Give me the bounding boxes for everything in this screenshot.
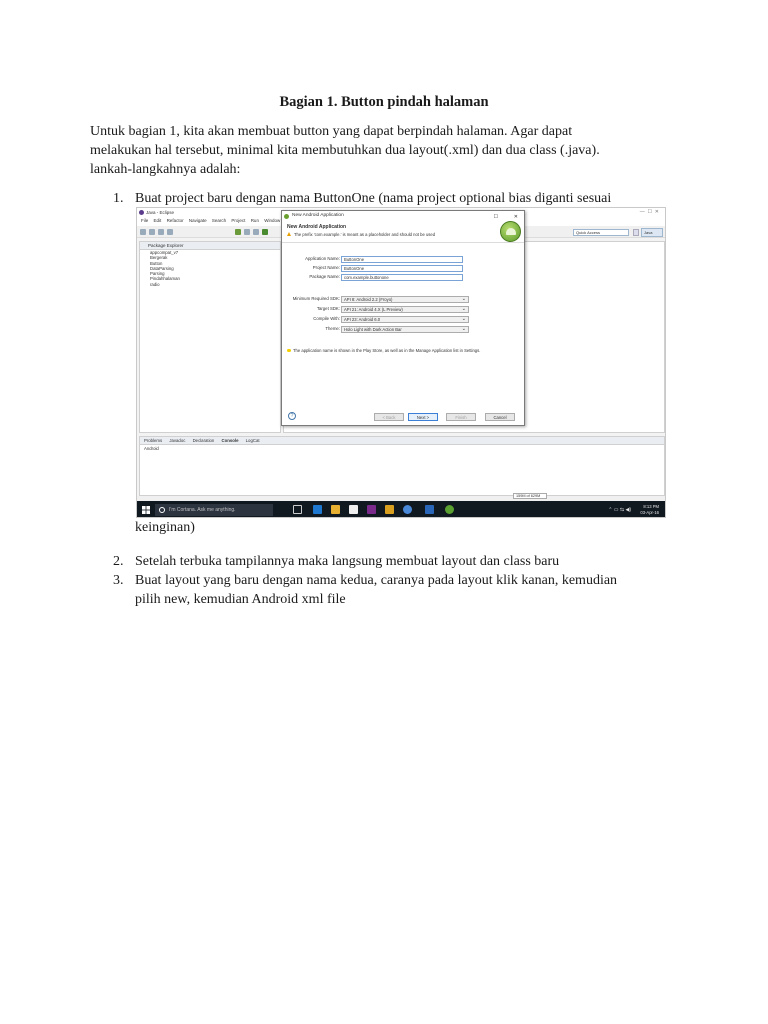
package-name-row: [282, 273, 524, 281]
menu-window[interactable]: Window: [264, 218, 281, 223]
compile-with-select[interactable]: API 23: Android 6.0 ⌄: [341, 316, 469, 323]
memory-indicator: 159M of 629M: [513, 493, 547, 499]
open-perspective-icon[interactable]: [633, 229, 639, 236]
tab-console[interactable]: Console: [221, 438, 239, 443]
min-sdk-label: Minimum Required SDK:: [292, 296, 340, 301]
theme-label: Theme:: [325, 326, 340, 331]
maximize-icon[interactable]: ☐: [493, 214, 498, 220]
cancel-button[interactable]: Cancel: [485, 413, 515, 421]
min-sdk-row: [282, 295, 524, 303]
tree-item[interactable]: appcompat_v7: [150, 250, 179, 255]
clock-time: 8:13 PM: [643, 504, 659, 509]
eclipse-icon: [139, 210, 144, 215]
tab-javadoc[interactable]: Javadoc: [169, 438, 186, 443]
menu-refactor[interactable]: Refactor: [166, 218, 184, 223]
menu-search[interactable]: Search: [211, 218, 227, 223]
intro-paragraph: [90, 122, 650, 179]
avd-icon[interactable]: [244, 229, 250, 235]
package-explorer: [139, 241, 281, 433]
windows-start-icon[interactable]: [142, 506, 150, 514]
step-text: Buat project baru dengan nama ButtonOne (nama project optional bias diganti sesuai: [135, 191, 612, 206]
task-view-icon[interactable]: [293, 505, 302, 514]
compile-with-row: [282, 315, 524, 323]
info-message: [287, 348, 480, 353]
file-explorer-icon[interactable]: [331, 505, 340, 514]
intro-line-1: Untuk bagian 1, kita akan membuat button yang dapat berpindah halaman. Agar dapat: [90, 124, 573, 139]
console-tabs: [140, 437, 664, 445]
min-sdk-select[interactable]: API 8: Android 2.2 (Froyo) ⌄: [341, 296, 469, 303]
window-title: Java - Eclipse: [146, 210, 175, 215]
save-icon[interactable]: [149, 229, 155, 235]
app-icon[interactable]: [367, 505, 376, 514]
build-icon[interactable]: [167, 229, 173, 235]
lightbulb-icon: [287, 349, 291, 353]
step-text: Buat layout yang baru dengan nama kedua, caranya pada layout klik kanan, kemudian: [135, 573, 618, 588]
application-name-row: [282, 255, 524, 263]
clock-date: 03-Apr-16: [640, 510, 659, 515]
target-sdk-row: [282, 305, 524, 313]
theme-row: [282, 325, 524, 333]
menu-project[interactable]: Project: [231, 218, 246, 223]
step-number: 3.: [113, 573, 124, 588]
quick-access-input[interactable]: Quick Access: [573, 229, 629, 236]
dialog-title: New Android Application: [292, 213, 344, 218]
back-button[interactable]: < Back: [374, 413, 404, 421]
new-icon[interactable]: [140, 229, 146, 235]
chrome-icon[interactable]: [403, 505, 412, 514]
taskbar-clock: [640, 504, 659, 516]
eclipse-screenshot: [136, 207, 666, 518]
print-icon[interactable]: [158, 229, 164, 235]
tab-logcat[interactable]: LogCat: [245, 438, 260, 443]
dialog-header: [282, 221, 524, 243]
help-icon[interactable]: ?: [288, 412, 296, 420]
compile-with-label: Compile With:: [313, 316, 340, 321]
application-name-input[interactable]: ButtonOne: [341, 256, 463, 263]
section-heading: Bagian 1. Button pindah halaman: [279, 94, 489, 110]
folder-icon[interactable]: [385, 505, 394, 514]
tab-problems[interactable]: Problems: [144, 438, 163, 443]
edge-icon[interactable]: [313, 505, 322, 514]
system-tray-icon[interactable]: ⌃ ▭ ⇆ ◀): [608, 507, 631, 513]
tree-item[interactable]: Parsing: [150, 271, 165, 277]
dialog-header-title: New Android Application: [287, 224, 347, 230]
project-name-label: Project Name:: [312, 265, 340, 270]
theme-select[interactable]: Holo Light with Dark Action Bar ⌄: [341, 326, 469, 333]
cortana-icon: [159, 507, 165, 513]
debug-icon[interactable]: [253, 229, 259, 235]
intro-line-3: lankah-langkahnya adalah:: [90, 162, 241, 177]
run-icon[interactable]: [262, 229, 268, 235]
step-1-continuation: keinginan): [135, 520, 195, 535]
menu-edit[interactable]: Edit: [153, 218, 162, 223]
step-text: Setelah terbuka tampilannya maka langsung membuat layout dan class baru: [135, 554, 560, 569]
window-controls-icon[interactable]: — ☐ ✕: [639, 209, 659, 215]
next-button[interactable]: Next >: [408, 413, 438, 421]
android-sdk-icon[interactable]: [235, 229, 241, 235]
close-icon[interactable]: ✕: [513, 214, 518, 220]
tree-item[interactable]: Button: [150, 260, 163, 266]
package-explorer-title: Package Explorer: [140, 242, 280, 250]
step-number: 1.: [113, 191, 124, 206]
windows-taskbar: [137, 501, 665, 518]
console-output: Android: [144, 446, 159, 451]
menu-run[interactable]: Run: [250, 218, 259, 223]
tree-item[interactable]: DataParsing: [150, 265, 174, 271]
word-icon[interactable]: [425, 505, 434, 514]
menu-file[interactable]: File: [141, 218, 149, 223]
project-name-row: [282, 264, 524, 272]
warning-icon: [287, 232, 291, 236]
info-text: The application name is shown in the Play Store, as well as in the Manage Application list in Settings.: [293, 348, 481, 353]
tab-declaration[interactable]: Declaration: [192, 438, 215, 443]
android-logo-icon: [500, 221, 521, 242]
target-sdk-label: Target SDK:: [316, 306, 340, 311]
android-icon: [284, 214, 289, 219]
store-icon[interactable]: [349, 505, 358, 514]
step-3-continuation: pilih new, kemudian Android xml file: [135, 592, 346, 607]
warning-message: [287, 232, 519, 237]
dialog-titlebar: [282, 211, 524, 221]
new-android-application-dialog: [281, 210, 525, 426]
intro-line-2: melakukan hal tersebut, minimal kita membutuhkan dua layout(.xml) dan dua class (.java).: [90, 143, 600, 158]
package-name-label: Package Name:: [309, 274, 340, 279]
java-perspective-button[interactable]: Java: [641, 228, 663, 237]
cortana-search-input[interactable]: I'm Cortana. Ask me anything.: [155, 504, 273, 516]
package-name-input[interactable]: com.example.buttonone: [341, 274, 463, 281]
menu-navigate[interactable]: Navigate: [188, 218, 207, 223]
step-number: 2.: [113, 554, 124, 569]
tree-item[interactable]: Bergerak: [150, 255, 168, 261]
console-panel: [139, 436, 665, 496]
application-name-label: Application Name:: [305, 256, 340, 261]
tree-item[interactable]: radio: [150, 281, 160, 287]
finish-button[interactable]: Finish: [446, 413, 476, 421]
target-sdk-select[interactable]: API 21: Android 4.X (L Preview) ⌄: [341, 306, 469, 313]
android-studio-icon[interactable]: [445, 505, 454, 514]
tree-item[interactable]: Pindahhalaman: [150, 276, 180, 282]
warning-text: The prefix 'com.example.' is meant as a placeholder and should not be used: [294, 232, 436, 237]
project-name-input[interactable]: ButtonOne: [341, 265, 463, 272]
